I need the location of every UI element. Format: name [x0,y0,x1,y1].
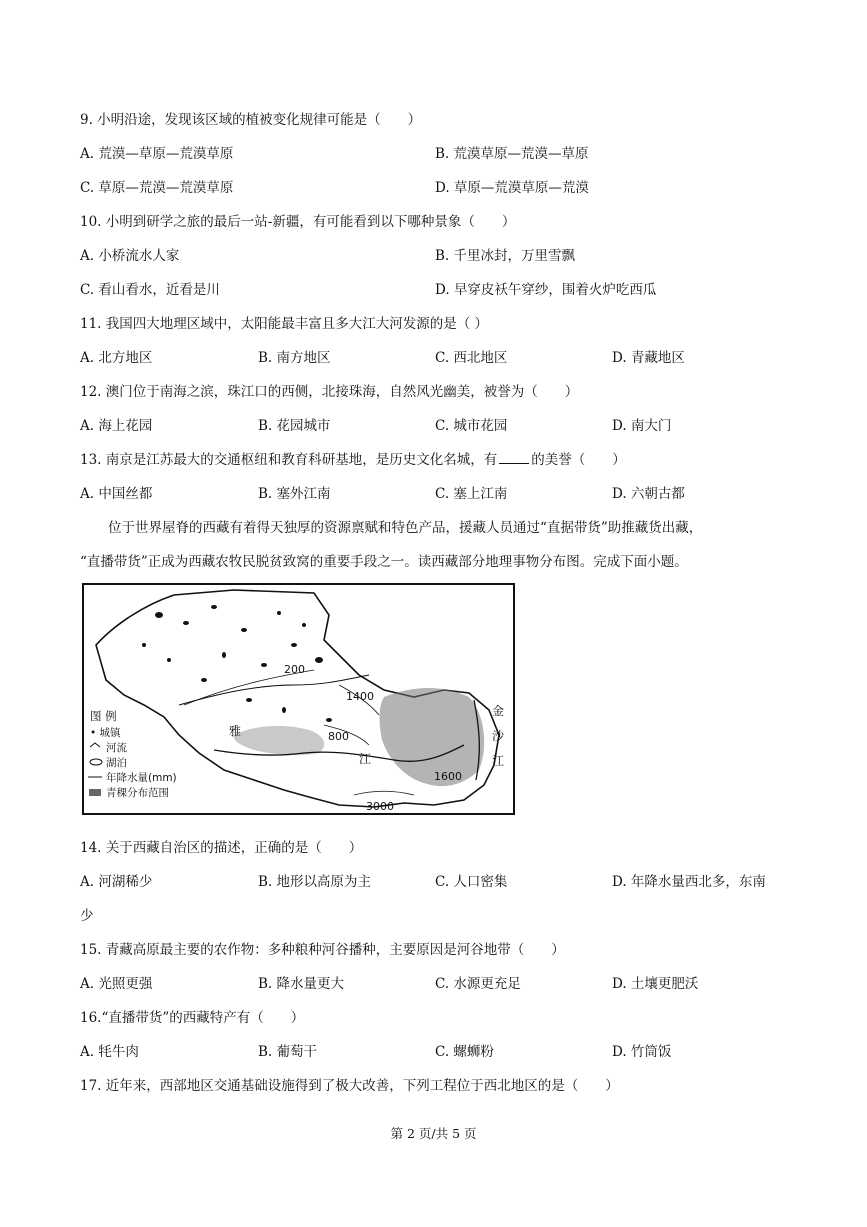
q13-stem [80,448,626,468]
river-legend-icon [90,743,100,747]
q13-stem-part-b: 的美誉（ ） [531,452,626,468]
q12-option-c: C. 城市花园 [435,418,508,434]
legend-river: 河流 [106,742,127,754]
label-jiang-right: 江 [492,754,505,768]
intro-line-1: 位于世界屋脊的西藏有着得天独厚的资源禀赋和特色产品，援藏人员通过“直据带货”助推藏货出藏， [108,520,703,536]
q10-option-d: D. 早穿皮袄午穿纱，围着火炉吃西瓜 [435,282,657,298]
barley-legend-icon [89,789,101,796]
q16-option-b: B. 葡萄干 [258,1044,318,1060]
q12-stem: 12. 澳门位于南海之滨，珠江口的西侧，北接珠海，自然风光幽美，被誉为（ ） [80,384,579,400]
legend-lake: 湖泊 [106,757,127,769]
q15-option-c: C. 水源更充足 [435,976,521,992]
q10-option-b: B. 千里冰封，万里雪飘 [435,248,576,264]
label-jiang: 江 [359,752,372,766]
map-drawing [84,585,513,813]
q12-option-a: A. 海上花园 [80,418,153,434]
q14-option-d: D. 年降水量西北多，东南 [612,874,766,890]
q13-stem-part-a: 13. 南京是江苏最大的交通枢纽和教育科研基地，是历史文化名城，有 [80,452,498,468]
q10-stem: 10. 小明到研学之旅的最后一站-新疆，有可能看到以下哪种景象（ ） [80,214,516,230]
q11-option-b: B. 南方地区 [258,350,331,366]
q13-option-b: B. 塞外江南 [258,486,331,502]
q16-option-d: D. 竹筒饭 [612,1044,672,1060]
lake-legend-icon [90,759,102,765]
q15-option-d: D. 土壤更肥沃 [612,976,699,992]
isoline-3000 [354,791,414,795]
q11-stem: 11. 我国四大地理区域中，太阳能最丰富且多大江大河发源的是（ ） [80,316,489,332]
q15-option-b: B. 降水量更大 [258,976,345,992]
label-sha: 沙 [492,729,505,743]
q15-option-a: A. 光照更强 [80,976,153,992]
intro-line-2: “直播带货”正成为西藏农牧民脱贫致窝的重要手段之一。读西藏部分地理事物分布图。完成下面小题。 [80,554,688,570]
q17-stem: 17. 近年来，西部地区交通基础设施得到了极大改善，下列工程位于西北地区的是（ ） [80,1078,619,1094]
label-jin: 金 [492,704,505,718]
inner-boundary [179,675,369,705]
q9-option-c: C. 草原—荒漠—荒漠草原 [80,180,234,196]
page-number: 第 2 页/共 5 页 [390,1126,477,1141]
q9-option-d: D. 草原—荒漠草原—荒漠 [435,180,589,196]
q11-option-d: D. 青藏地区 [612,350,685,366]
q14-option-c: C. 人口密集 [435,874,508,890]
q13-option-d: D. 六朝古都 [612,486,685,502]
contour-3000: 3000 [366,800,394,813]
contour-200: 200 [284,663,305,676]
legend-town: • 城镇 [90,727,121,739]
label-ya: 雅 [229,724,242,738]
q12-option-b: B. 花园城市 [258,418,331,434]
contour-1400: 1400 [346,690,374,703]
q16-option-a: A. 牦牛肉 [80,1044,139,1060]
tibet-geography-map [82,583,515,815]
barley-area-west [234,726,325,755]
barley-area [380,688,485,786]
q14-option-b: B. 地形以高原为主 [258,874,372,890]
q16-stem: 16.“直播带货”的西藏特产有（ ） [80,1010,305,1026]
contour-800: 800 [328,730,349,743]
legend-title: 图 例 [90,709,117,723]
contour-1600: 1600 [434,770,462,783]
q14-stem: 14. 关于西藏自治区的描述，正确的是（ ） [80,840,363,856]
legend-barley: 青稞分布范围 [106,787,169,799]
q9-option-a: A. 荒漠—草原—荒漠草原 [80,146,234,162]
answer-blank [499,451,529,464]
q9-stem: 9. 小明沿途，发现该区域的植被变化规律可能是（ ） [80,112,422,128]
q14-option-a: A. 河湖稀少 [80,874,153,890]
map-legend [88,709,177,799]
q9-option-b: B. 荒漠草原—荒漠—草原 [435,146,589,162]
q15-stem: 15. 青藏高原最主要的农作物：多种粮种河谷播种，主要原因是河谷地带（ ） [80,942,565,958]
q12-option-d: D. 南大门 [612,418,672,434]
legend-precipitation: 年降水量(mm) [106,772,177,784]
q16-option-c: C. 螺蛳粉 [435,1044,494,1060]
q13-option-a: A. 中国丝都 [80,486,153,502]
q14-option-d-wrap: 少 [80,908,94,924]
q11-option-a: A. 北方地区 [80,350,153,366]
q10-option-c: C. 看山看水，近看是川 [80,282,220,298]
q13-option-c: C. 塞上江南 [435,486,508,502]
q11-option-c: C. 西北地区 [435,350,508,366]
q10-option-a: A. 小桥流水人家 [80,248,180,264]
